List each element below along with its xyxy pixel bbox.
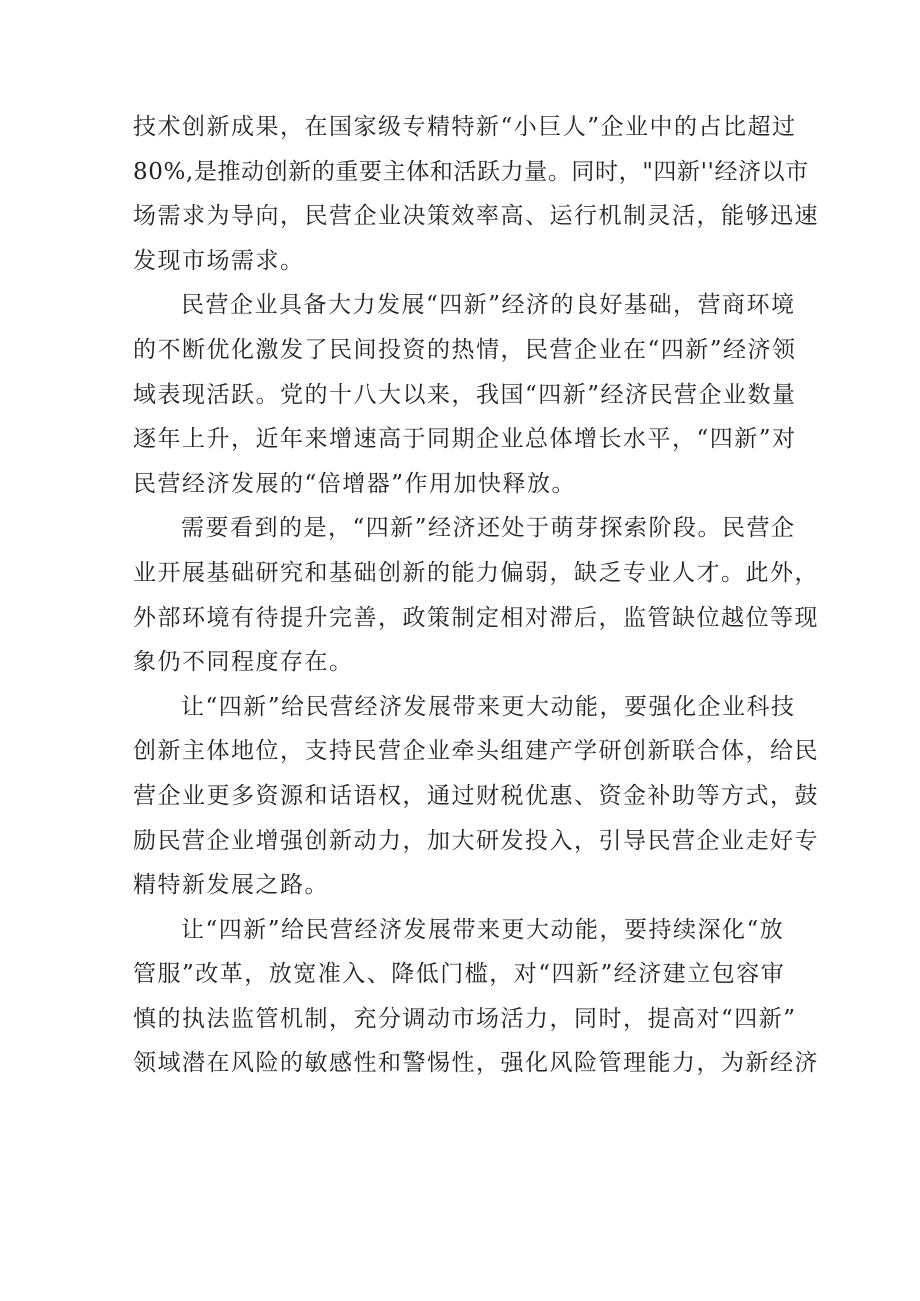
paragraph-1 xyxy=(133,105,819,283)
text-line: 需要看到的是，“四新”经济还处于萌芽探索阶段。民营企 xyxy=(181,515,796,542)
text-line: 慎的执法监管机制，充分调动市场活力，同时，提高对“四新” xyxy=(133,1005,797,1032)
text-line: 精特新发展之路。 xyxy=(133,872,329,899)
text-line: 域表现活跃。党的十八大以来，我国“四新”经济民营企业数量 xyxy=(133,381,797,408)
text-line: 民营企业具备大力发展“四新”经济的良好基础，营商环境 xyxy=(181,292,796,319)
text-line: 领域潜在风险的敏感性和警惕性，强化风险管理能力，为新经济 xyxy=(133,1050,819,1077)
paragraph-3 xyxy=(133,506,819,684)
text-line: 80%,是推动创新的重要主体和活跃力量。同时，"四新''经济以市 xyxy=(133,158,809,185)
text-line: 的不断优化激发了民间投资的热情，民营企业在“四新”经济领 xyxy=(133,336,797,363)
text-line: 励民营企业增强创新动力，加大研发投入，引导民营企业走好专 xyxy=(133,827,819,854)
text-line: 外部环境有待提升完善，政策制定相对滞后，监管缺位越位等现 xyxy=(133,604,819,631)
text-line: 让“四新”给民营经济发展带来更大动能，要持续深化“放 xyxy=(181,916,785,943)
text-line: 创新主体地位，支持民营企业牵头组建产学研创新联合体，给民 xyxy=(133,738,819,765)
text-line: 逐年上升，近年来增速高于同期企业总体增长水平，“四新”对 xyxy=(133,426,797,453)
text-line: 发现市场需求。 xyxy=(133,247,305,274)
paragraph-2 xyxy=(133,283,797,506)
text-line: 场需求为导向，民营企业决策效率高、运行机制灵活，能够迅速 xyxy=(133,203,819,230)
text-line: 象仍不同程度存在。 xyxy=(133,649,354,676)
text-line: 营企业更多资源和话语权，通过财税优惠、资金补助等方式，鼓 xyxy=(133,782,819,809)
paragraph-4 xyxy=(133,685,819,908)
body-text xyxy=(133,105,819,1086)
text-line: 业开展基础研究和基础创新的能力偏弱，缺乏专业人才。此外， xyxy=(133,559,819,586)
text-line: 管服”改革，放宽准入、降低门槛，对“四新”经济建立包容审 xyxy=(133,961,786,988)
text-line: 技术创新成果，在国家级专精特新“小巨人”企业中的占比超过 xyxy=(133,114,797,140)
text-line: 民营经济发展的“倍增器”作用加快释放。 xyxy=(133,470,577,497)
text-line: 让“四新”给民营经济发展带来更大动能，要强化企业科技 xyxy=(181,693,796,720)
paragraph-5 xyxy=(133,908,819,1086)
